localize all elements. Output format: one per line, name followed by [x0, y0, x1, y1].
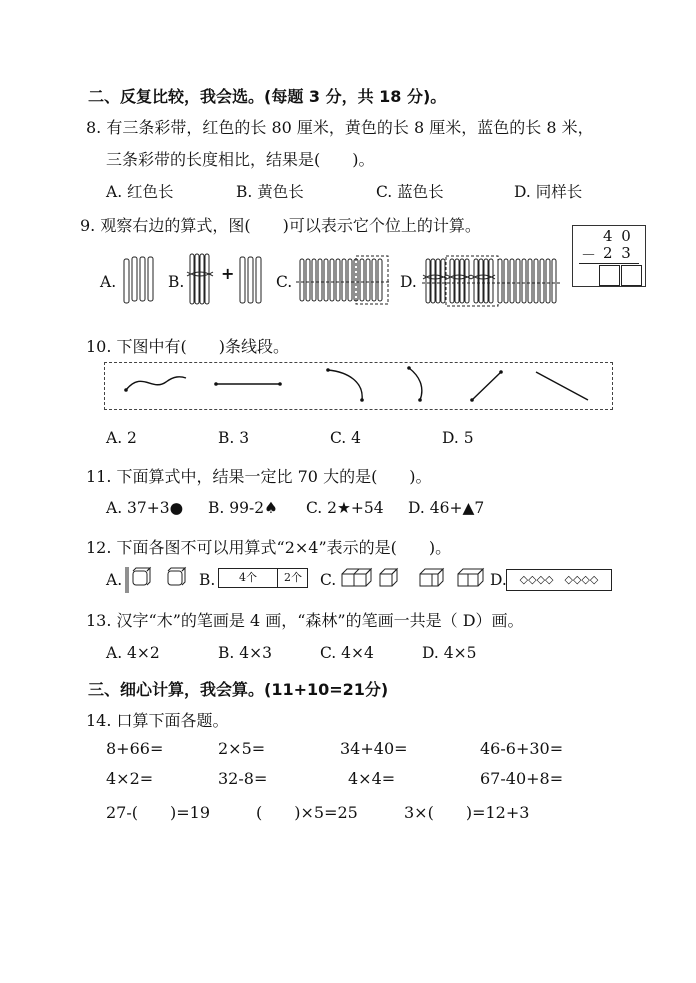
q12-picture-b [218, 568, 308, 588]
q12-question: 12. 下面各图不可以用算式“2×4”表示的是( )。 [86, 538, 452, 557]
q9-plus: + [221, 264, 235, 283]
q8-option-a: A. 红色长 [106, 183, 174, 201]
q9-label-d: D. [400, 273, 417, 291]
q9-label-c: C. [276, 273, 293, 291]
q13-option-a: A. 4×2 [106, 644, 160, 662]
q8-line2: 三条彩带的长度相比，结果是( )。 [106, 150, 375, 169]
q10-option-a: A. 2 [106, 429, 137, 447]
q13-question: 13. 汉字“木”的笔画是 4 画，“森林”的笔画一共是（ D）画。 [86, 611, 524, 630]
q13-option-d: D. 4×5 [422, 644, 477, 662]
q12-b-cell-1: 4个 [219, 569, 278, 587]
q10-figure [104, 362, 611, 408]
q14-item-3-2: ( )×5=25 [256, 803, 358, 822]
q12-label-d: D. [490, 571, 507, 589]
q9-picture-b-bundle [186, 252, 216, 308]
q9-question: 9. 观察右边的算式，图( )可以表示它个位上的计算。 [80, 216, 481, 235]
q12-picture-d: ◇◇◇◇ ◇◇◇◇ [506, 569, 612, 591]
q13-option-c: C. 4×4 [320, 644, 374, 662]
q11-option-c: C. 2★+54 [306, 499, 384, 517]
q12-b-cell-2: 2个 [284, 571, 302, 584]
q11-option-d: D. 46+▲7 [408, 499, 485, 517]
q9-calc-top: 4 0 [603, 227, 633, 245]
q10-curve-3 [409, 368, 422, 400]
q10-ray [536, 372, 588, 400]
q10-segment-2 [472, 372, 501, 400]
q12-label-a: A. [106, 571, 123, 589]
section-two-title: 二、反复比较，我会选。(每题 3 分，共 18 分)。 [88, 87, 447, 106]
q8-option-c: C. 蓝色长 [376, 183, 444, 201]
q11-question: 11. 下面算式中，结果一定比 70 大的是( )。 [86, 467, 432, 486]
q9-picture-c [296, 255, 392, 307]
q14-item-2-3: 4×4= [348, 769, 396, 788]
q9-picture-a [122, 255, 158, 307]
q9-calc-line [579, 263, 639, 264]
section-three-title: 三、细心计算，我会算。(11+10=21分) [88, 680, 389, 699]
q12-label-c: C. [320, 571, 337, 589]
q14-item-2-1: 4×2= [106, 769, 154, 788]
q14-item-1-2: 2×5= [218, 739, 266, 758]
q11-option-b: B. 99-2♠ [208, 499, 278, 517]
q9-vertical-calc [572, 225, 646, 287]
q14-item-1-1: 8+66= [106, 739, 164, 758]
q14-item-3-3: 3×( )=12+3 [404, 803, 530, 822]
q9-calc-box-tens [599, 265, 620, 286]
q14-question: 14. 口算下面各题。 [86, 711, 229, 730]
q14-item-1-3: 34+40= [340, 739, 408, 758]
q8-option-b: B. 黄色长 [236, 183, 304, 201]
q10-option-c: C. 4 [330, 429, 362, 447]
q14-item-1-4: 46-6+30= [480, 739, 564, 758]
q14-item-2-4: 67-40+8= [480, 769, 564, 788]
q8-option-d: D. 同样长 [514, 183, 583, 201]
q9-label-a: A. [100, 273, 117, 291]
q9-label-b: B. [168, 273, 185, 291]
q14-item-2-2: 32-8= [218, 769, 268, 788]
q14-item-3-1: 27-( )=19 [106, 803, 211, 822]
q10-option-d: D. 5 [442, 429, 474, 447]
q11-option-a: A. 37+3● [106, 499, 184, 517]
q9-picture-b-sticks [238, 255, 274, 307]
q10-curve-2 [328, 370, 362, 400]
q10-question: 10. 下图中有( )条线段。 [86, 337, 290, 356]
q12-picture-a [124, 565, 196, 595]
q10-option-b: B. 3 [218, 429, 250, 447]
q9-calc-box-ones [621, 265, 642, 286]
q10-curve [126, 377, 186, 390]
q9-calc-op: － [581, 246, 597, 264]
q8-line1: 8. 有三条彩带，红色的长 80 厘米，黄色的长 8 厘米，蓝色的长 8 米， [86, 118, 594, 137]
q13-option-b: B. 4×3 [218, 644, 272, 662]
q12-picture-c [340, 566, 485, 590]
q9-picture-d [420, 255, 564, 309]
q12-label-b: B. [199, 571, 216, 589]
q9-calc-sub: 2 3 [603, 244, 633, 262]
